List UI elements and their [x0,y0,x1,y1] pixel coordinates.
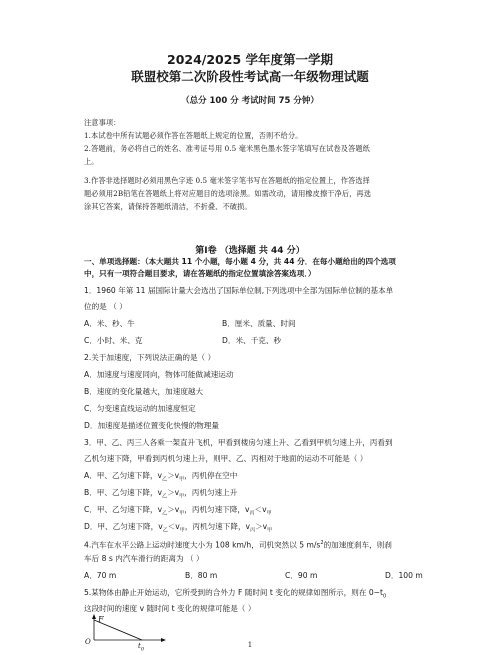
q3-stem-line2: 乙机匀速下降，甲看到丙机匀速上升，则甲、乙、丙相对于地面的运动不可能是（ ） [84,454,368,463]
q3-option-d: D．甲、乙匀速下降，$v_乙<v_甲$，丙机匀速下降，$v_丙>v_甲$ [84,522,273,534]
notice-item-2-line1: 2.答题前，务必将自己的姓名、准考证号用 0.5 毫米黑色墨水签字笔填写在试卷及答题纸 [84,144,370,153]
graph-f-axis-arrow [92,614,96,619]
q4-stem-line2: 车后 8 s 内汽车滑行的距离为 （ ） [84,554,204,563]
exam-subtitle: （总分 100 分 考试时间 75 分钟） [181,96,319,106]
q2-option-a: A．加速度与速度同向，物体可能做减速运动 [84,370,234,379]
notice-item-3-line3: 涂其它答案，请保持答题纸清洁，不折叠、不破损。 [84,202,252,211]
q2-option-b: B．速度的变化量越大，加速度越大 [84,387,204,396]
notice-item-3-line1: 3.作答非选择题时必须用黑色字迹 0.5 毫米签字笔书写在答题纸的指定位置上，作答选择 [84,176,370,185]
q1-option-c: C．小时、米、克 [84,336,143,345]
q5-stem-line1: 5.某物体由静止开始运动，它所受到的合外力 F 随时间 t 变化的规律如图所示，则在 $0\sim t_0$ [84,588,387,600]
q3-stem-line1: 3．甲、乙、丙三人各乘一架直升飞机，甲看到楼房匀速上升、乙看到甲机匀速上升，丙看到 [84,438,393,447]
q2-option-d: D．加速度是描述位置变化快慢的物理量 [84,421,219,430]
section-instructions-line1: 一、单项选择题：（本大题共 11 个小题，每小题 4 分，共 44 分．在每小题给出的四个选项 [84,257,396,266]
q1-stem-line2: 位的是 （ ） [84,302,127,311]
graph-t0-label: $t_0$ [138,642,145,653]
notice-item-1: 1.本试卷中所有试题必须作答在答题纸上规定的位置，否则不给分。 [84,131,303,140]
exam-title-line1: 2024/2025 学年度第一学期 [167,52,333,67]
graph-f-label: F [98,615,104,624]
q5-stem-line2: 这段时间的速度 v 随时间 t 变化的规律可能是（ ） [84,604,256,613]
q1-option-b: B．厘米、质量、时间 [222,319,296,328]
notice-label: 注意事项： [84,118,121,127]
q3-option-c: C．甲、乙匀速下降，$v_乙>v_甲$，丙机匀速下降，$v_丙<v_甲$ [84,505,272,517]
q4-stem-line1: 4.汽车在水平公路上运动时速度大小为 108 km/h，司机突然以 5 $m/s^2$的加速度刹车，则刹 [84,540,392,550]
notice-item-3-line2: 题必须用2B铅笔在答题纸上将对应题目的选项涂黑。如需改动，请用橡皮擦干净后，再选 [84,189,371,198]
notice-item-2-line2: 上。 [84,157,99,166]
graph-origin-label: O [85,638,91,646]
q3-option-a: A．甲、乙匀速下降，$v_乙>v_甲$，丙机停在空中 [84,471,238,483]
q2-option-c: C．匀变速直线运动的加速度恒定 [84,404,196,413]
q1-option-d: D．米、千克、秒 [222,336,282,345]
q4-option-b: B．80 m [185,571,218,580]
q4-option-c: C．90 m [285,571,318,580]
exam-title-line2: 联盟校第二次阶段性考试高一年级物理试题 [131,69,369,84]
page-number: 1 [247,641,253,649]
q4-option-a: A．70 m [84,571,117,580]
q2-stem: 2.关于加速度，下列说法正确的是（ ） [84,353,216,362]
q1-stem-line1: 1．1960 年第 11 届国际计量大会选出了国际单位制,下列选项中全部为国际单位制的基本单 [84,286,394,295]
q1-option-a: A．米、秒、牛 [84,319,135,328]
section-title: 第Ⅰ卷 （选择题 共 44 分） [195,246,305,256]
section-instructions-line2: 中，只有一项符合题目要求，请在答题纸的指定位置填涂答案选项．） [84,269,316,278]
q4-option-d: D．100 m [385,571,423,580]
q3-option-b: B．甲、乙匀速下降，$v_乙>v_甲$，丙机匀速上升 [84,488,238,500]
